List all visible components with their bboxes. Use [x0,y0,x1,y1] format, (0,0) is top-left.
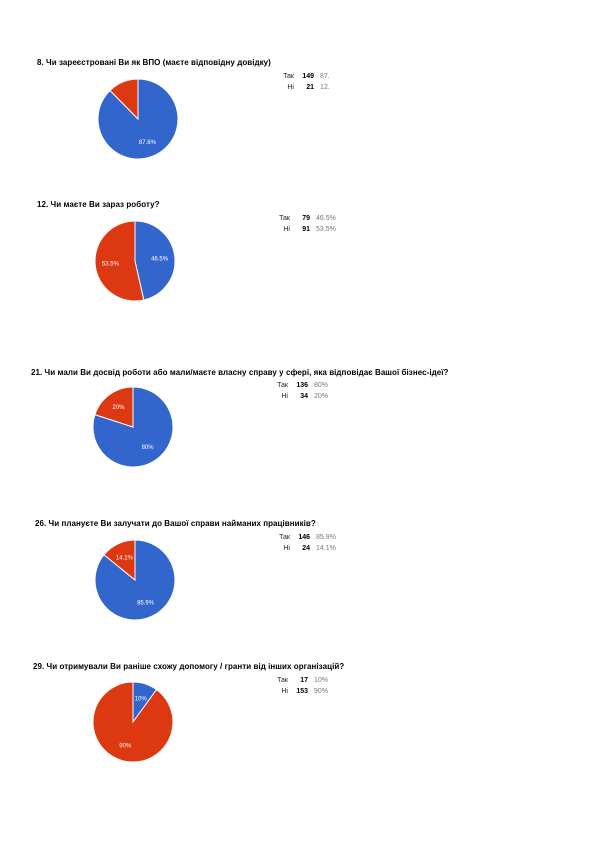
legend-row-no [270,544,336,555]
legend-row-yes [270,533,336,544]
legend-label: Так [277,382,288,389]
legend-count: 146 [298,534,310,541]
legend-table [270,533,336,555]
pie-slice-label: 80% [141,445,154,452]
legend-label: Так [279,215,290,222]
legend-count: 91 [302,226,310,233]
pie-slice-label: 90% [119,743,132,750]
pie-slice-label: 10% [134,696,147,703]
legend-row-yes [268,676,328,687]
legend-label: Ні [283,226,290,233]
legend-row-no [268,687,328,698]
legend-count: 34 [300,393,308,400]
legend-row-no [270,225,336,236]
legend-count: 24 [302,545,310,552]
legend-count: 17 [300,677,308,684]
pie-slice-label: 53.5% [101,261,119,268]
legend-percent: 80% [314,382,329,389]
pie-chart [93,219,177,303]
legend-percent: 20% [314,393,329,400]
pie-slice-label: 46.5% [151,256,169,263]
question-title: 12. Чи маєте Ви зараз роботу? [37,200,160,209]
legend-row-no [274,83,330,94]
question-title: 8. Чи зареєстровані Ви як ВПО (маєте відповідну довідку) [37,58,271,67]
question-title: 29. Чи отримували Ви раніше схожу допомогу / гранти від інших організацій? [33,662,345,671]
legend-percent: 12. [320,84,330,91]
legend-table [268,676,328,698]
pie-chart [91,680,175,764]
legend-percent: 10% [314,677,329,684]
pie-slice-no [93,682,173,762]
legend-row-yes [270,214,336,225]
legend-label: Ні [281,393,288,400]
legend-table [274,72,330,94]
pie-chart [93,538,177,622]
pie-slice-label: 14.1% [115,555,133,562]
legend-percent: 90% [314,688,329,695]
legend-label: Ні [281,688,288,695]
legend-percent: 46.5% [316,215,336,222]
legend-label: Ні [283,545,290,552]
pie-slice-label: 85.9% [137,600,155,607]
legend-label: Так [279,534,290,541]
pie-slice-label: 20% [112,404,125,411]
legend-label: Так [283,73,294,80]
legend-row-no [268,392,328,403]
pie-slice-label: 87.6% [138,140,156,146]
legend-count: 149 [302,73,314,80]
legend-table [268,381,328,403]
legend-percent: 53.5% [316,226,336,233]
pie-chart [91,385,175,469]
legend-percent: 14.1% [316,545,336,552]
legend-label: Ні [287,84,294,91]
question-title: 26. Чи плануєте Ви залучати до Вашої справи найманих працівників? [35,519,316,528]
question-title: 21. Чи мали Ви досвід роботи або мали/маєте власну справу у сфері, яка відповідає Вашої бізнес-ідеї? [31,368,449,377]
legend-count: 21 [306,84,314,91]
legend-count: 79 [302,215,310,222]
legend-percent: 87. [320,73,330,80]
legend-count: 136 [296,382,308,389]
legend-label: Так [277,677,288,684]
legend-table [270,214,336,236]
legend-row-yes [268,381,328,392]
pie-chart [96,77,180,161]
legend-count: 153 [296,688,308,695]
legend-row-yes [274,72,330,83]
legend-percent: 85.9% [316,534,336,541]
